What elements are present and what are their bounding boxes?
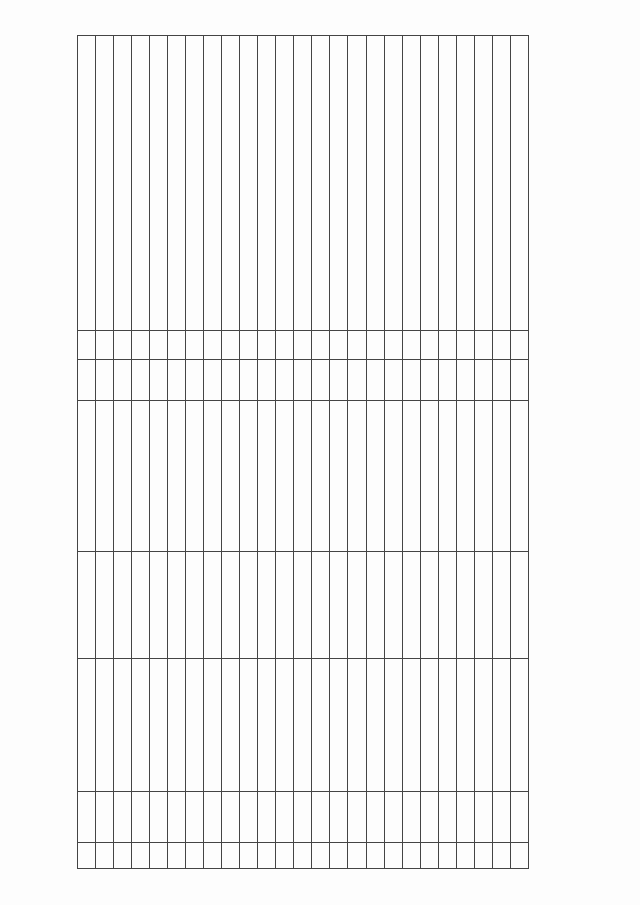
route-cell <box>366 36 384 331</box>
address-cell <box>492 400 510 551</box>
address-cell <box>294 400 312 551</box>
code-cell <box>294 360 312 401</box>
operator-cell <box>276 658 294 791</box>
locality-cell <box>258 791 276 843</box>
table-row <box>78 36 96 869</box>
locality-cell <box>384 791 402 843</box>
address-cell <box>330 400 348 551</box>
route-cell <box>168 36 186 331</box>
operator-cell <box>510 658 528 791</box>
year-cell <box>420 330 438 359</box>
row-number-cell <box>186 843 204 869</box>
locality-cell <box>330 791 348 843</box>
year-cell <box>402 330 420 359</box>
row-number-cell <box>222 843 240 869</box>
table-row <box>186 36 204 869</box>
operator-cell <box>294 658 312 791</box>
row-number-cell <box>510 843 528 869</box>
locality-cell <box>150 791 168 843</box>
operator-cell <box>492 658 510 791</box>
row-number-cell <box>330 843 348 869</box>
registry-table <box>77 35 529 869</box>
operator-cell <box>474 658 492 791</box>
locality-cell <box>492 791 510 843</box>
year-cell <box>222 330 240 359</box>
code-cell <box>258 360 276 401</box>
year-cell <box>96 330 114 359</box>
table-row <box>258 36 276 869</box>
route-cell <box>78 36 96 331</box>
year-cell <box>438 330 456 359</box>
address-cell <box>240 400 258 551</box>
site-cell <box>402 552 420 659</box>
operator-cell <box>114 658 132 791</box>
route-cell <box>132 36 150 331</box>
locality-cell <box>204 791 222 843</box>
address-cell <box>258 400 276 551</box>
route-cell <box>438 36 456 331</box>
row-number-cell <box>492 843 510 869</box>
locality-cell <box>456 791 474 843</box>
code-cell <box>384 360 402 401</box>
site-cell <box>222 552 240 659</box>
locality-cell <box>348 791 366 843</box>
table-row <box>348 36 366 869</box>
table-row <box>114 36 132 869</box>
site-cell <box>204 552 222 659</box>
locality-cell <box>78 791 96 843</box>
route-cell <box>240 36 258 331</box>
operator-cell <box>348 658 366 791</box>
table-row <box>474 36 492 869</box>
site-cell <box>258 552 276 659</box>
row-number-cell <box>366 843 384 869</box>
code-cell <box>96 360 114 401</box>
route-cell <box>294 36 312 331</box>
year-cell <box>78 330 96 359</box>
site-cell <box>330 552 348 659</box>
operator-cell <box>366 658 384 791</box>
address-cell <box>510 400 528 551</box>
table-row <box>384 36 402 869</box>
table-row <box>510 36 528 869</box>
route-cell <box>402 36 420 331</box>
row-number-cell <box>114 843 132 869</box>
route-cell <box>510 36 528 331</box>
code-cell <box>330 360 348 401</box>
year-cell <box>258 330 276 359</box>
year-cell <box>312 330 330 359</box>
year-cell <box>240 330 258 359</box>
site-cell <box>186 552 204 659</box>
operator-cell <box>420 658 438 791</box>
year-cell <box>348 330 366 359</box>
locality-cell <box>186 791 204 843</box>
row-number-cell <box>204 843 222 869</box>
site-cell <box>78 552 96 659</box>
site-cell <box>96 552 114 659</box>
table-row <box>240 36 258 869</box>
year-cell <box>456 330 474 359</box>
address-cell <box>114 400 132 551</box>
code-cell <box>492 360 510 401</box>
address-cell <box>276 400 294 551</box>
address-cell <box>204 400 222 551</box>
site-cell <box>276 552 294 659</box>
row-number-cell <box>420 843 438 869</box>
operator-cell <box>240 658 258 791</box>
year-cell <box>150 330 168 359</box>
code-cell <box>186 360 204 401</box>
row-number-cell <box>132 843 150 869</box>
locality-cell <box>420 791 438 843</box>
locality-cell <box>294 791 312 843</box>
row-number-cell <box>384 843 402 869</box>
route-cell <box>384 36 402 331</box>
operator-cell <box>258 658 276 791</box>
code-cell <box>78 360 96 401</box>
operator-cell <box>330 658 348 791</box>
site-cell <box>510 552 528 659</box>
code-cell <box>438 360 456 401</box>
code-cell <box>168 360 186 401</box>
locality-cell <box>474 791 492 843</box>
route-cell <box>96 36 114 331</box>
route-cell <box>492 36 510 331</box>
table-row <box>168 36 186 869</box>
route-cell <box>456 36 474 331</box>
site-cell <box>240 552 258 659</box>
table-row <box>402 36 420 869</box>
route-cell <box>276 36 294 331</box>
route-cell <box>420 36 438 331</box>
site-cell <box>348 552 366 659</box>
locality-cell <box>366 791 384 843</box>
code-cell <box>402 360 420 401</box>
row-number-cell <box>294 843 312 869</box>
row-number-cell <box>258 843 276 869</box>
row-number-cell <box>312 843 330 869</box>
code-cell <box>474 360 492 401</box>
year-cell <box>384 330 402 359</box>
year-cell <box>510 330 528 359</box>
route-cell <box>312 36 330 331</box>
route-cell <box>258 36 276 331</box>
year-cell <box>132 330 150 359</box>
row-number-cell <box>474 843 492 869</box>
operator-cell <box>96 658 114 791</box>
address-cell <box>384 400 402 551</box>
operator-cell <box>168 658 186 791</box>
table-row <box>366 36 384 869</box>
address-cell <box>438 400 456 551</box>
route-cell <box>186 36 204 331</box>
address-cell <box>420 400 438 551</box>
locality-cell <box>402 791 420 843</box>
operator-cell <box>204 658 222 791</box>
address-cell <box>132 400 150 551</box>
year-cell <box>204 330 222 359</box>
locality-cell <box>438 791 456 843</box>
row-number-cell <box>150 843 168 869</box>
site-cell <box>438 552 456 659</box>
address-cell <box>150 400 168 551</box>
address-cell <box>78 400 96 551</box>
table-row <box>456 36 474 869</box>
table-row <box>420 36 438 869</box>
site-cell <box>294 552 312 659</box>
code-cell <box>276 360 294 401</box>
operator-cell <box>222 658 240 791</box>
operator-cell <box>78 658 96 791</box>
operator-cell <box>402 658 420 791</box>
locality-cell <box>312 791 330 843</box>
operator-cell <box>384 658 402 791</box>
code-cell <box>240 360 258 401</box>
locality-cell <box>114 791 132 843</box>
operator-cell <box>438 658 456 791</box>
table-row <box>438 36 456 869</box>
row-number-cell <box>240 843 258 869</box>
row-number-cell <box>402 843 420 869</box>
route-cell <box>348 36 366 331</box>
year-cell <box>168 330 186 359</box>
code-cell <box>312 360 330 401</box>
row-number-cell <box>276 843 294 869</box>
table-row <box>222 36 240 869</box>
address-cell <box>474 400 492 551</box>
site-cell <box>420 552 438 659</box>
table-row <box>312 36 330 869</box>
locality-cell <box>510 791 528 843</box>
route-cell <box>474 36 492 331</box>
address-cell <box>312 400 330 551</box>
route-cell <box>330 36 348 331</box>
address-cell <box>96 400 114 551</box>
site-cell <box>114 552 132 659</box>
locality-cell <box>132 791 150 843</box>
address-cell <box>222 400 240 551</box>
row-number-cell <box>78 843 96 869</box>
address-cell <box>348 400 366 551</box>
row-number-cell <box>438 843 456 869</box>
operator-cell <box>186 658 204 791</box>
site-cell <box>312 552 330 659</box>
site-cell <box>474 552 492 659</box>
year-cell <box>330 330 348 359</box>
year-cell <box>276 330 294 359</box>
code-cell <box>366 360 384 401</box>
operator-cell <box>312 658 330 791</box>
site-cell <box>366 552 384 659</box>
site-cell <box>456 552 474 659</box>
year-cell <box>474 330 492 359</box>
address-cell <box>366 400 384 551</box>
locality-cell <box>276 791 294 843</box>
table-row <box>96 36 114 869</box>
site-cell <box>492 552 510 659</box>
registry-table-wrap <box>77 35 529 869</box>
site-cell <box>168 552 186 659</box>
operator-cell <box>150 658 168 791</box>
table-row <box>204 36 222 869</box>
row-number-cell <box>96 843 114 869</box>
table-row <box>150 36 168 869</box>
year-cell <box>366 330 384 359</box>
locality-cell <box>240 791 258 843</box>
locality-cell <box>168 791 186 843</box>
operator-cell <box>132 658 150 791</box>
table-row <box>276 36 294 869</box>
table-row <box>492 36 510 869</box>
code-cell <box>204 360 222 401</box>
year-cell <box>186 330 204 359</box>
row-number-cell <box>168 843 186 869</box>
code-cell <box>150 360 168 401</box>
route-cell <box>150 36 168 331</box>
route-cell <box>114 36 132 331</box>
table-row <box>132 36 150 869</box>
address-cell <box>402 400 420 551</box>
table-row <box>330 36 348 869</box>
code-cell <box>132 360 150 401</box>
locality-cell <box>222 791 240 843</box>
registry-table-body <box>78 36 529 869</box>
table-row <box>294 36 312 869</box>
code-cell <box>222 360 240 401</box>
route-cell <box>204 36 222 331</box>
code-cell <box>456 360 474 401</box>
operator-cell <box>456 658 474 791</box>
site-cell <box>132 552 150 659</box>
site-cell <box>150 552 168 659</box>
address-cell <box>186 400 204 551</box>
row-number-cell <box>456 843 474 869</box>
address-cell <box>456 400 474 551</box>
code-cell <box>510 360 528 401</box>
locality-cell <box>96 791 114 843</box>
site-cell <box>384 552 402 659</box>
code-cell <box>348 360 366 401</box>
year-cell <box>114 330 132 359</box>
year-cell <box>294 330 312 359</box>
address-cell <box>168 400 186 551</box>
route-cell <box>222 36 240 331</box>
code-cell <box>114 360 132 401</box>
row-number-cell <box>348 843 366 869</box>
code-cell <box>420 360 438 401</box>
year-cell <box>492 330 510 359</box>
